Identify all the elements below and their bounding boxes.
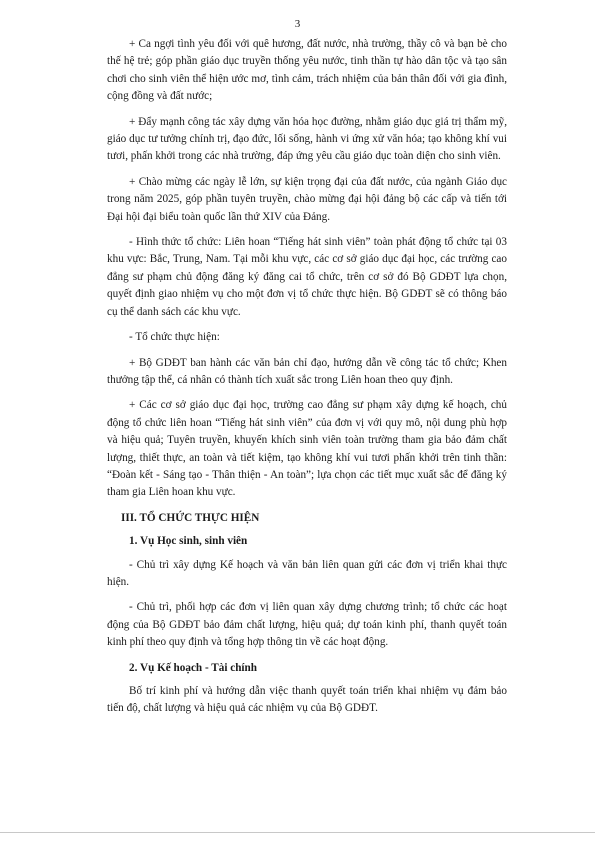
paragraph-institutions-plan: + Các cơ sở giáo dục đại học, trường cao đẳng sư phạm xây dựng kế hoạch, chủ động tổ chức liên hoan “Tiếng hát sinh viên” của đơn vị với quy mô, nội dung phù hợp và hiệu quả; Tuyên truyền, khuyến khích sinh viên toàn trường tham gia bảo đảm chất lượng, thiết thực, an toàn và tiết kiệm, tạo không khí vui tươi phấn khởi trên tinh thần: “Đoàn kết - Sáng tạo - Thân thiện - An toàn”; lựa chọn các tiết mục xuất sắc để đăng ký tham gia Liên hoan khu vực. [107, 399, 507, 499]
paragraph-ministry-guidance: + Bộ GDĐT ban hành các văn bản chỉ đạo, hướng dẫn về công tác tổ chức; Khen thưởng tập thể, cá nhân có thành tích xuất sắc trong Liên hoan theo quy định. [107, 356, 507, 386]
paragraph-students-2: - Chủ trì, phối hợp các đơn vị liên quan xây dựng chương trình; tổ chức các hoạt động của Bộ GDĐT bảo đảm chất lượng, hiệu quả; dự toán kinh phí, thanh quyết toán kinh phí theo quy định và tổng hợp thông tin về các hoạt động. [107, 601, 507, 649]
paragraph-implementation-label: - Tổ chức thực hiện: [129, 331, 220, 344]
paragraph-celebration: + Chào mừng các ngày lễ lớn, sự kiện trọng đại của đất nước, của ngành Giáo dục trong năm 2025, góp phần tuyên truyền, chào mừng đại hội đảng bộ các cấp và tiến tới Đại hội đại biểu toàn quốc lần thứ XIV của Đảng. [107, 175, 507, 223]
subsection-title-finance: 2. Vụ Kế hoạch - Tài chính [129, 661, 257, 674]
paragraph-organization-form: - Hình thức tổ chức: Liên hoan “Tiếng hát sinh viên” toàn phát động tổ chức tại 03 khu vực: Bắc, Trung, Nam. Tại mỗi khu vực, các cơ sở giáo dục đại học, các trường cao đẳng sư phạm chủ động đăng ký đăng cai tổ chức, trên cơ sở đó Bộ GDĐT lựa chọn, quyết định giao nhiệm vụ cho một đơn vị tổ chức thực hiện. Bộ GDĐT sẽ có thông báo cụ thể danh sách các khu vực. [107, 236, 507, 318]
page-number: 3 [294, 18, 301, 30]
document-body [107, 36, 507, 722]
section-heading: III. TỔ CHỨC THỰC HIỆN [121, 511, 260, 524]
subsection-title-students: 1. Vụ Học sinh, sinh viên [129, 535, 248, 548]
paragraph-praise: + Ca ngợi tình yêu đối với quê hương, đất nước, nhà trường, thầy cô và bạn bè cho thế hệ trẻ; góp phần giáo dục truyền thống yêu nước, tinh thần tự hào dân tộc và tạo sân chơi cho sinh viên thể hiện ước mơ, tình cảm, trách nhiệm của bản thân đối với gia đình, cộng đồng và đất nước; [107, 38, 507, 103]
paragraph-finance-1: Bố trí kinh phí và hướng dẫn việc thanh quyết toán triển khai nhiệm vụ đảm bảo tiến độ, chất lượng và hiệu quả các nhiệm vụ của Bộ GDĐT. [107, 685, 507, 715]
page-bottom-divider [0, 832, 595, 833]
paragraph-students-1: - Chủ trì xây dựng Kế hoạch và văn bản liên quan gửi các đơn vị triển khai thực hiện. [107, 558, 507, 588]
paragraph-school-culture: + Đẩy mạnh công tác xây dựng văn hóa học đường, nhằm giáo dục giá trị thẩm mỹ, giáo dục tư tưởng chính trị, đạo đức, lối sống, hành vi ứng xử văn hóa; tạo không khí vui tươi, phấn khởi trong các nhà trường, đáp ứng yêu cầu giáo dục toàn diện cho sinh viên. [107, 115, 507, 163]
